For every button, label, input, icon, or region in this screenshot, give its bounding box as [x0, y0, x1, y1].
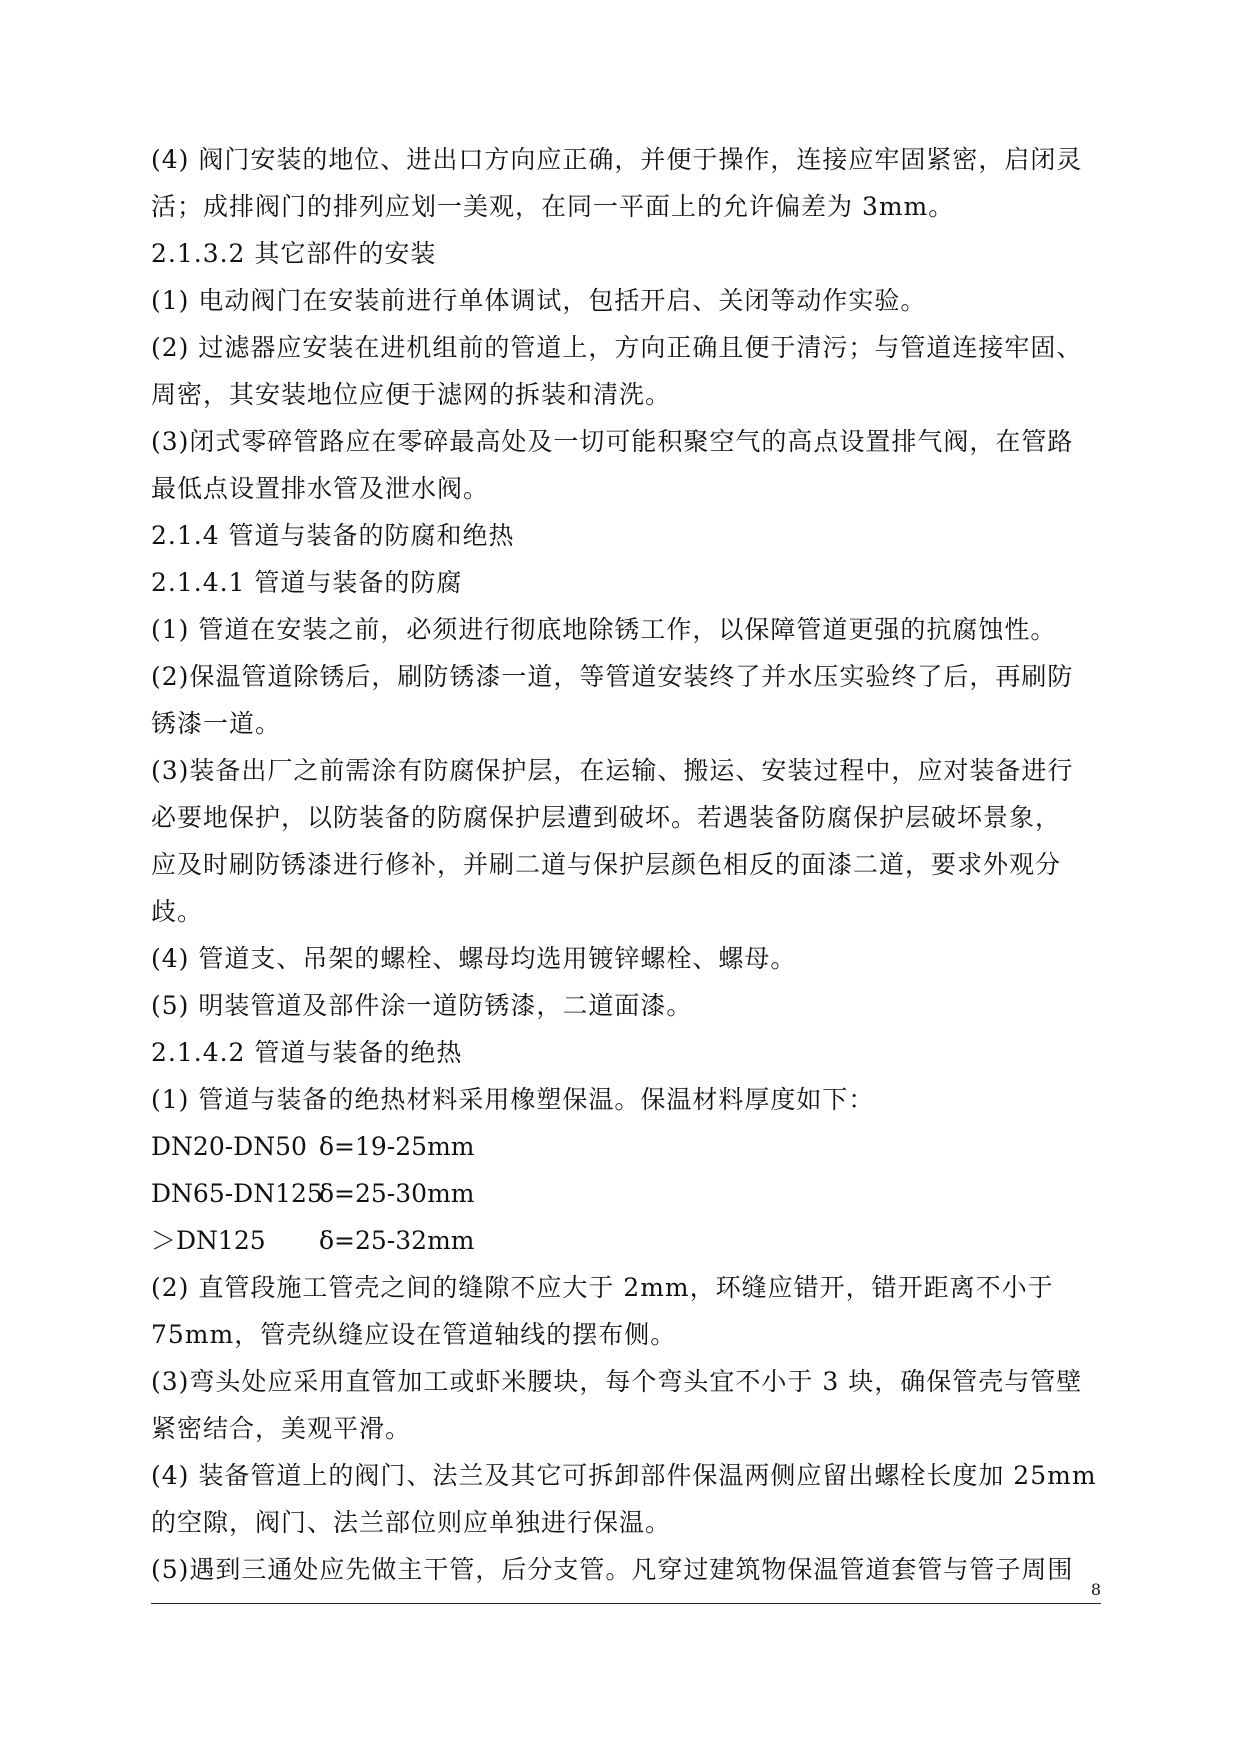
text-line: 应及时刷防锈漆进行修补，并刷二道与保护层颜色相反的面漆二道，要求外观分: [151, 850, 1062, 879]
text-line: (4) 装备管道上的阀门、法兰及其它可拆卸部件保温两侧应留出螺栓长度加 25mm: [151, 1461, 1097, 1490]
text-line: (3)弯头处应采用直管加工或虾米腰块，每个弯头宜不小于 3 块，确保管壳与管壁: [151, 1367, 1083, 1396]
text-line: 的空隙，阀门、法兰部位则应单独进行保温。: [151, 1508, 672, 1537]
text-line: 歧。: [151, 897, 204, 926]
insulation-thickness: δ=25-32mm: [319, 1226, 475, 1255]
pipe-size: ＞DN125: [151, 1226, 266, 1255]
pipe-size: DN20-DN50: [151, 1132, 307, 1161]
text-line: (2) 直管段施工管壳之间的缝隙不应大于 2mm，环缝应错开，错开距离不小于: [151, 1273, 1054, 1302]
thickness-row: [151, 1170, 1101, 1217]
text-line: (3)装备出厂之前需涂有防腐保护层，在运输、搬运、安装过程中，应对装备进行: [151, 756, 1074, 785]
insulation-thickness: δ=25-30mm: [319, 1179, 475, 1208]
text-line: 紧密结合，美观平滑。: [151, 1414, 412, 1443]
text-line: (5)遇到三通处应先做主干管，后分支管。凡穿过建筑物保温管道套管与管子周围: [151, 1555, 1074, 1584]
text-line: 活；成排阀门的排列应划一美观，在同一平面上的允许偏差为 3mm。: [151, 192, 955, 221]
pipe-size: DN65-DN125: [151, 1179, 323, 1208]
section-heading: 2.1.4 管道与装备的防腐和绝热: [151, 521, 515, 550]
section-heading: 2.1.4.1 管道与装备的防腐: [151, 568, 463, 597]
text-line: (1) 管道与装备的绝热材料采用橡塑保温。保温材料厚度如下：: [151, 1085, 875, 1114]
text-line: (3)闭式零碎管路应在零碎最高处及一切可能积聚空气的高点设置排气阀，在管路: [151, 427, 1074, 456]
text-line: (4) 阀门安装的地位、进出口方向应正确，并便于操作，连接应牢固紧密，启闭灵: [151, 145, 1083, 174]
text-line: (4) 管道支、吊架的螺栓、螺母均选用镀锌螺栓、螺母。: [151, 944, 797, 973]
text-line: 75mm，管壳纵缝应设在管道轴线的摆布侧。: [151, 1320, 677, 1349]
text-line: 锈漆一道。: [151, 709, 282, 738]
insulation-thickness: δ=19-25mm: [319, 1132, 475, 1161]
text-line: (1) 管道在安装之前，必须进行彻底地除锈工作，以保障管道更强的抗腐蚀性。: [151, 615, 1057, 644]
section-heading: 2.1.4.2 管道与装备的绝热: [151, 1038, 463, 1067]
section-heading: 2.1.3.2 其它部件的安装: [151, 239, 437, 268]
text-line: (5) 明装管道及部件涂一道防锈漆，二道面漆。: [151, 991, 693, 1020]
page-number: 8: [1090, 1580, 1101, 1599]
thickness-row: [151, 1217, 1101, 1264]
thickness-row: [151, 1123, 1101, 1170]
text-line: (2) 过滤器应安装在进机组前的管道上，方向正确且便于清污；与管道连接牢固、: [151, 333, 1083, 362]
text-line: (1) 电动阀门在安装前进行单体调试，包括开启、关闭等动作实验。: [151, 286, 927, 315]
document-body: [151, 136, 1101, 1593]
text-line: 必要地保护，以防装备的防腐保护层遭到破坏。若遇装备防腐保护层破坏景象，: [151, 803, 1062, 832]
text-line: (2)保温管道除锈后，刷防锈漆一道，等管道安装终了并水压实验终了后，再刷防: [151, 662, 1074, 691]
footer-divider: [151, 1603, 1101, 1604]
text-line: 最低点设置排水管及泄水阀。: [151, 474, 490, 503]
text-line: 周密，其安装地位应便于滤网的拆装和清洗。: [151, 380, 672, 409]
